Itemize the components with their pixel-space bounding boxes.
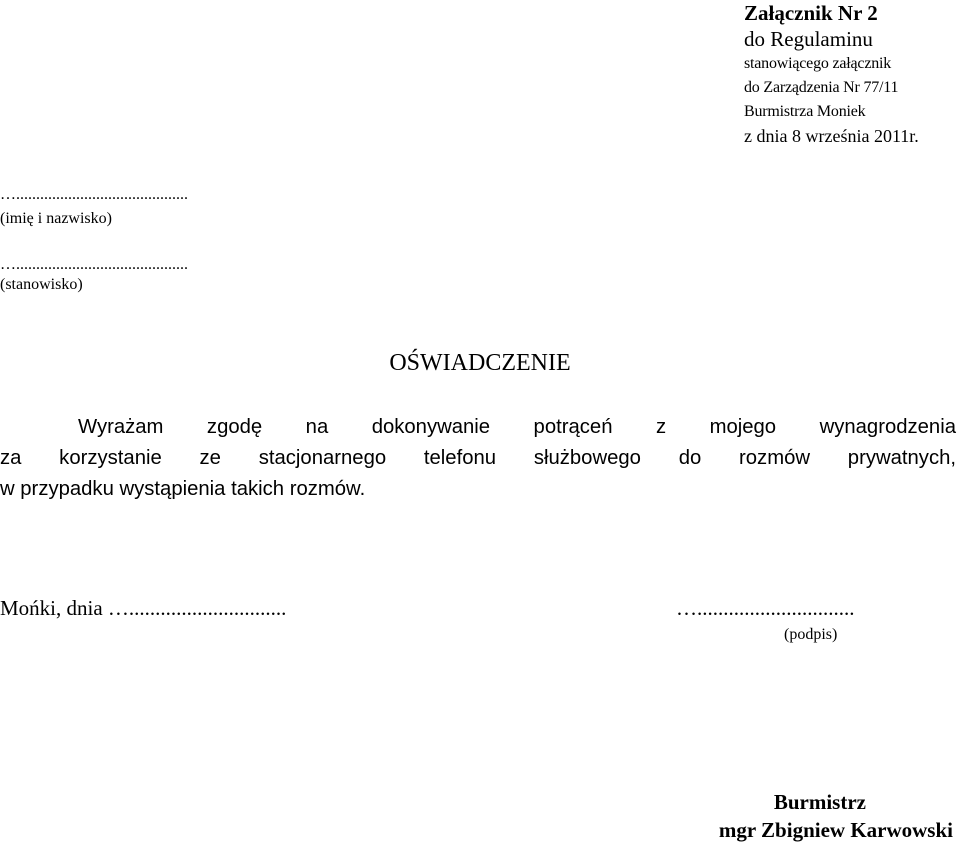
attachment-ordinance: do Zarządzenia Nr 77/11 (744, 79, 899, 96)
declaration-line-2: za korzystanie ze stacjonarnego telefonu służbowego do rozmów prywatnych, (0, 447, 956, 469)
signature-caption: (podpis) (784, 626, 838, 643)
signature-dots-field[interactable]: ….............................. (676, 596, 855, 620)
position-dots-field[interactable]: …........................................... (0, 256, 188, 273)
attachment-constituting: stanowiącego załącznik (744, 55, 892, 72)
attachment-header (744, 0, 919, 148)
attachment-regulation: do Regulaminu (744, 27, 873, 51)
attachment-mayor: Burmistrza Moniek (744, 103, 866, 120)
declaration-line-1: Wyrażam zgodę na dokonywanie potrąceń z mojego wynagrodzenia (78, 416, 956, 438)
attachment-number: Załącznik Nr 2 (744, 1, 878, 25)
name-caption: (imię i nazwisko) (0, 210, 112, 227)
declaration-line-3: w przypadku wystąpienia takich rozmów. (0, 478, 366, 500)
name-dots-field[interactable]: …........................................... (0, 186, 188, 203)
attachment-date: z dnia 8 września 2011r. (744, 126, 919, 146)
place-date-field[interactable]: Mońki, dnia ….............................. (0, 596, 287, 620)
position-caption: (stanowisko) (0, 276, 83, 293)
mayor-name: mgr Zbigniew Karwowski (718, 818, 953, 842)
document-title: OŚWIADCZENIE (389, 350, 571, 376)
declaration-text (0, 412, 956, 505)
mayor-role: Burmistrz (773, 790, 866, 814)
